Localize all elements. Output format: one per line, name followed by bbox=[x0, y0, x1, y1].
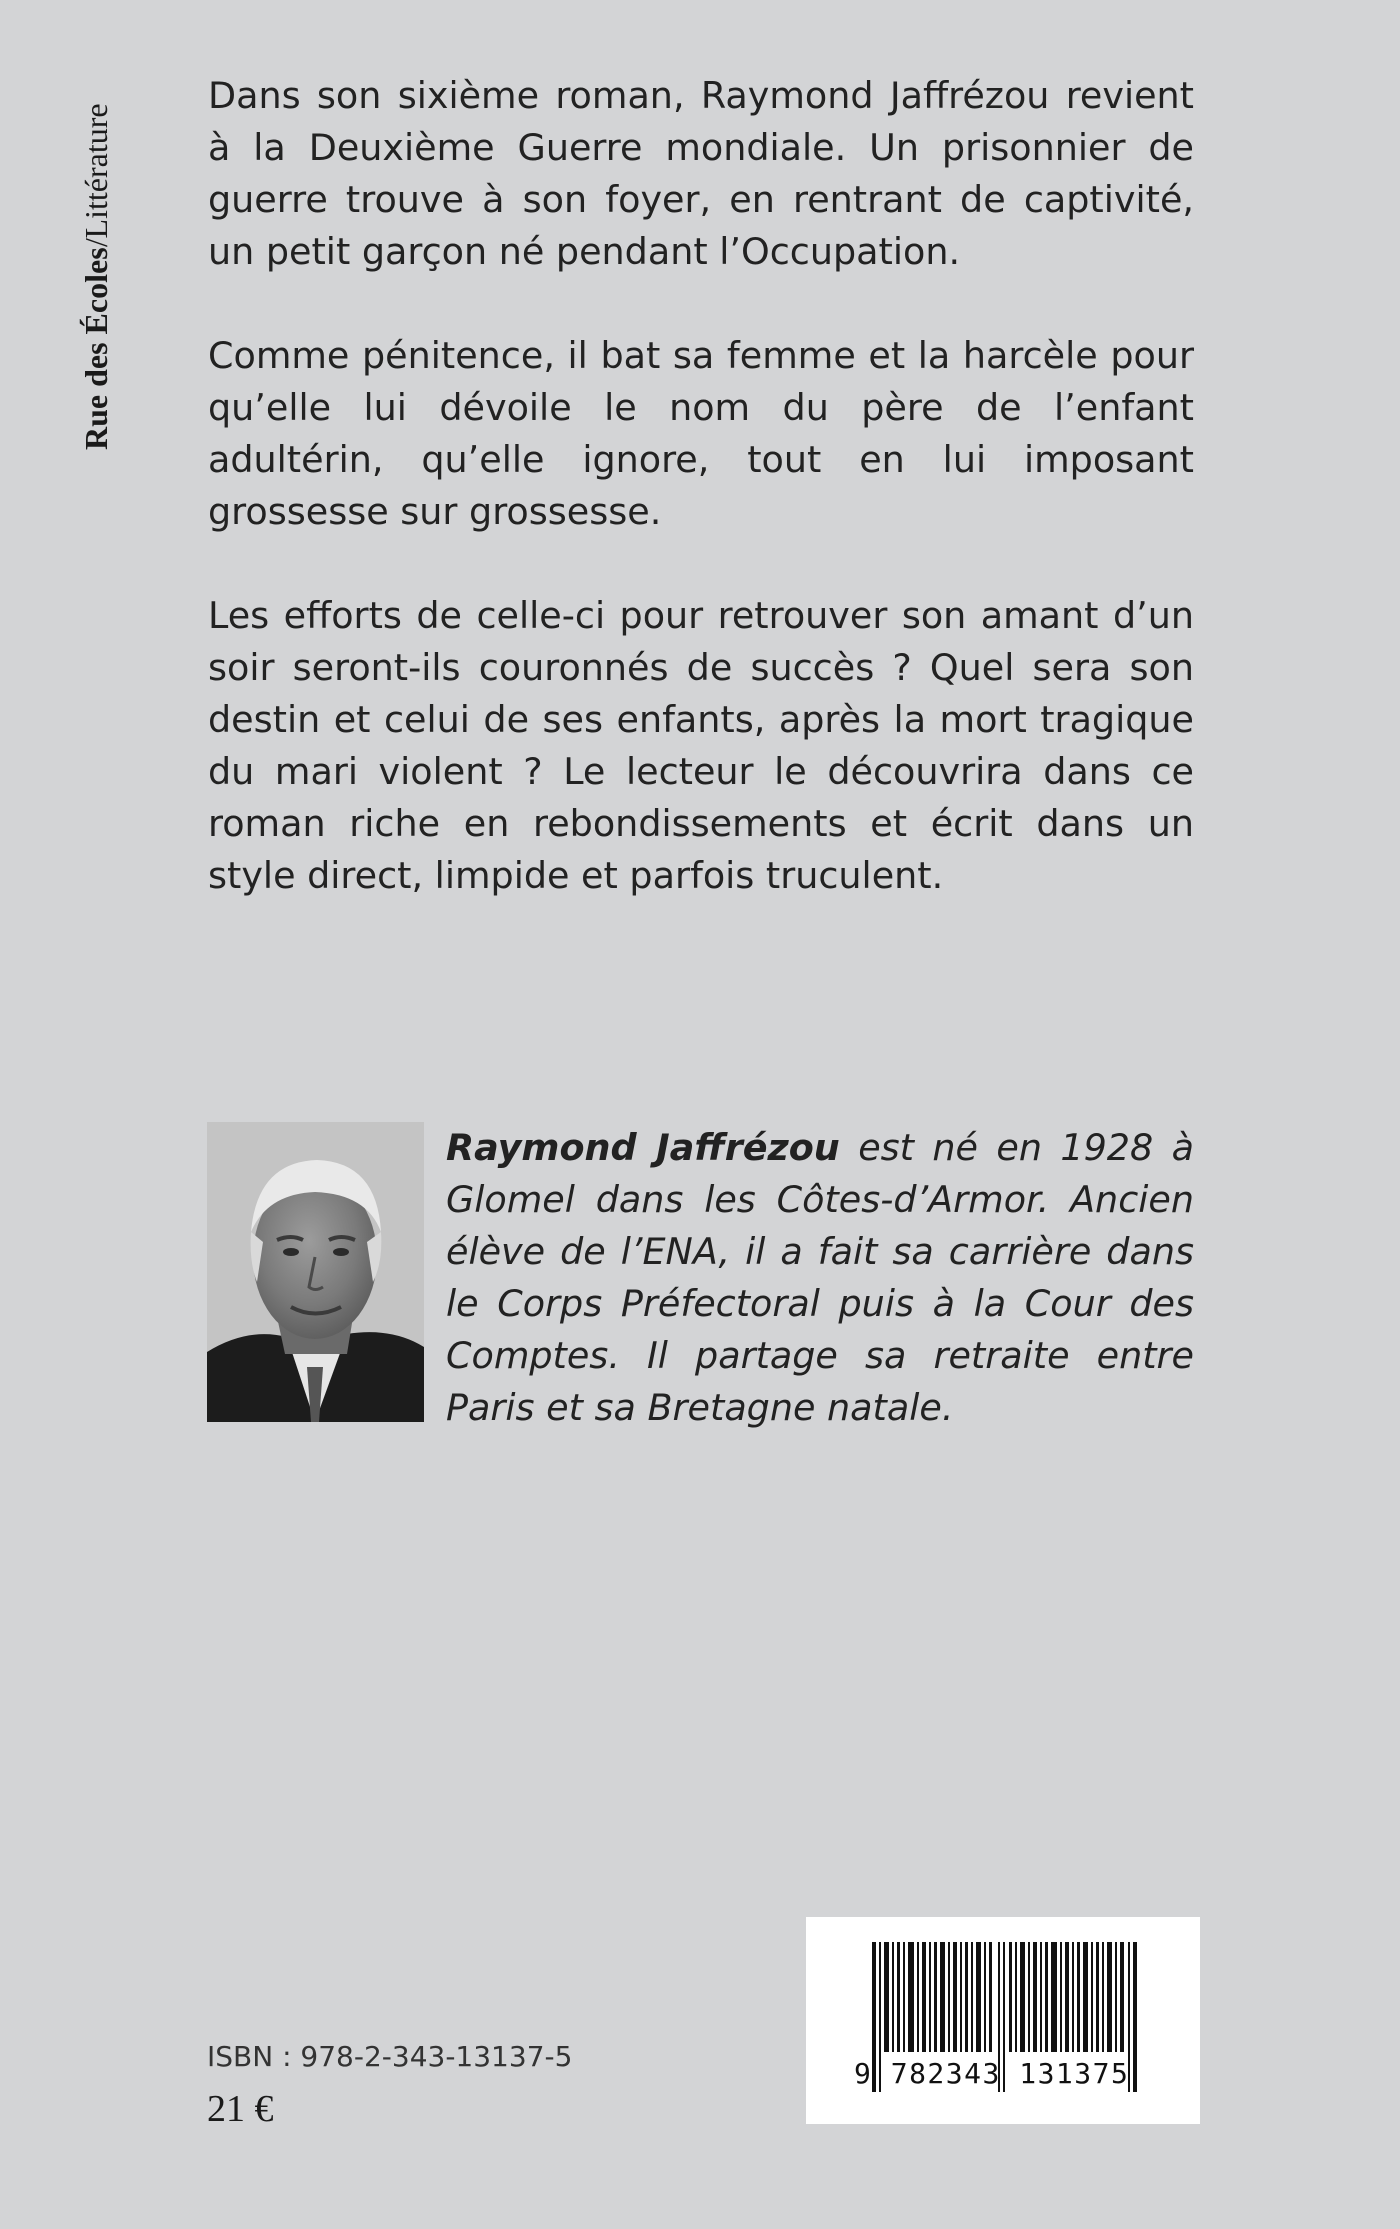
blurb-paragraph-2: Comme pénitence, il bat sa femme et la harcèle pour qu’elle lui dévoile le nom du père de l’enfant adultérin, qu’elle ignore, tout en lui imposant grossesse sur grossesse. bbox=[208, 334, 1194, 533]
spine-label bbox=[66, 103, 126, 613]
series-category: Littérature bbox=[78, 103, 114, 239]
price: 21 € bbox=[207, 2088, 274, 2130]
barcode-digits: 9 782343 131375 bbox=[854, 2057, 1130, 2090]
author-bio bbox=[446, 1122, 1194, 1434]
author-photo bbox=[207, 1122, 424, 1422]
back-cover-blurb bbox=[208, 70, 1194, 954]
author-bio-text: est né en 1928 à Glomel dans les Côtes-d’Armor. Ancien élève de l’ENA, il a fait sa carrière dans le Corps Préfectoral puis à la Cour des Comptes. Il partage sa retraite entre Paris et sa Bretagne natale. bbox=[446, 1126, 1194, 1429]
blurb-paragraph-3: Les efforts de celle-ci pour retrouver son amant d’un soir seront-ils couronnés de succès ? Quel sera son destin et celui de ses enfants, après la mort tragique du mari violent ? Le lecteur le découvrira dans ce roman riche en rebondissements et écrit dans un style direct, limpide et parfois truculent. bbox=[208, 594, 1194, 897]
barcode bbox=[806, 1917, 1200, 2124]
isbn: ISBN : 978-2-343-13137-5 bbox=[207, 2040, 573, 2073]
blurb-paragraph-1: Dans son sixième roman, Raymond Jaffrézou revient à la Deuxième Guerre mondiale. Un prisonnier de guerre trouve à son foyer, en rentrant de captivité, un petit garçon né pendant l’Occupation. bbox=[208, 74, 1194, 273]
series-separator: / bbox=[78, 238, 114, 247]
series-name: Rue des Écoles bbox=[78, 246, 114, 450]
author-portrait-icon bbox=[207, 1122, 424, 1422]
author-name: Raymond Jaffrézou bbox=[446, 1126, 840, 1169]
